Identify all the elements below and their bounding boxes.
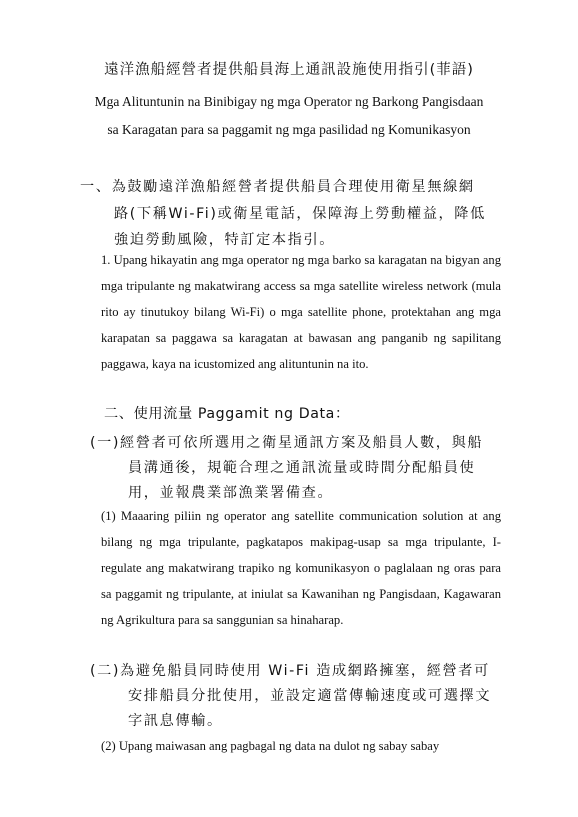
page-title: 遠洋漁船經營者提供船員海上通訊設施使用指引(菲語): [104, 62, 474, 78]
item1-filipino-paragraph: (1) Maaaring piliin ng operator ang satellite communication solution at ang bilang ng mga tripulante, pagkatapos makipag-usap sa mga tripulante, I-regulate ang makatwirang trapiko ng komunikasyon o paglalaan ng oras para sa paggamit ng tripulante, at iniulat sa Kawanihan ng Pangisdaan, Kagawaran ng Agrikultura para sa sanggunian sa hinaharap.: [101, 509, 501, 627]
subtitle-line-1: Mga Alituntunin na Binibigay ng mga Operator ng Barkong Pangisdaan: [94, 94, 484, 109]
item1-zh-line1: (一)經營者可依所選用之衛星通訊方案及船員人數，與船: [90, 435, 484, 451]
item2-zh-line1: (二)為避免船員同時使用 Wi-Fi 造成網路擁塞，經營者可: [90, 663, 490, 679]
item1-zh-line3: 用，並報農業部漁業署備查。: [128, 485, 334, 501]
section1-zh-line3: 強迫勞動風險，特訂定本指引。: [114, 232, 336, 248]
item2-zh-line2: 安排船員分批使用，並設定適當傳輸速度或可選擇文: [128, 688, 492, 704]
item2-zh-line3: 字訊息傳輸。: [128, 713, 223, 729]
subtitle-line-2: sa Karagatan para sa paggamit ng mga pasilidad ng Komunikasyon: [107, 122, 471, 137]
section1-zh-line2: 路(下稱Wi-Fi)或衛星電話，保障海上勞動權益，降低: [114, 206, 486, 222]
section1-filipino-paragraph: 1. Upang hikayatin ang mga operator ng mga barko sa karagatan na bigyan ang mga tripulante ng makatwirang access sa mga satellite wireless network (mula rito ay tinutukoy bilang Wi-Fi) o mga satellite phone, protektahan ang mga karapatan sa paggawa sa karagatan at bawasan ang panganib ng sapilitang paggawa, kaya na icustomized ang alituntunin na ito.: [101, 253, 501, 371]
section2-heading: 二、使用流量 Paggamit ng Data：: [104, 406, 350, 422]
item2-filipino-partial-line: (2) Upang maiwasan ang pagbagal ng data na dulot ng sabay sabay: [101, 739, 440, 753]
item1-zh-line2: 員溝通後，規範合理之通訊流量或時間分配船員使: [128, 460, 476, 476]
section1-zh-line1: 一、為鼓勵遠洋漁船經營者提供船員合理使用衛星無線網: [80, 179, 475, 195]
